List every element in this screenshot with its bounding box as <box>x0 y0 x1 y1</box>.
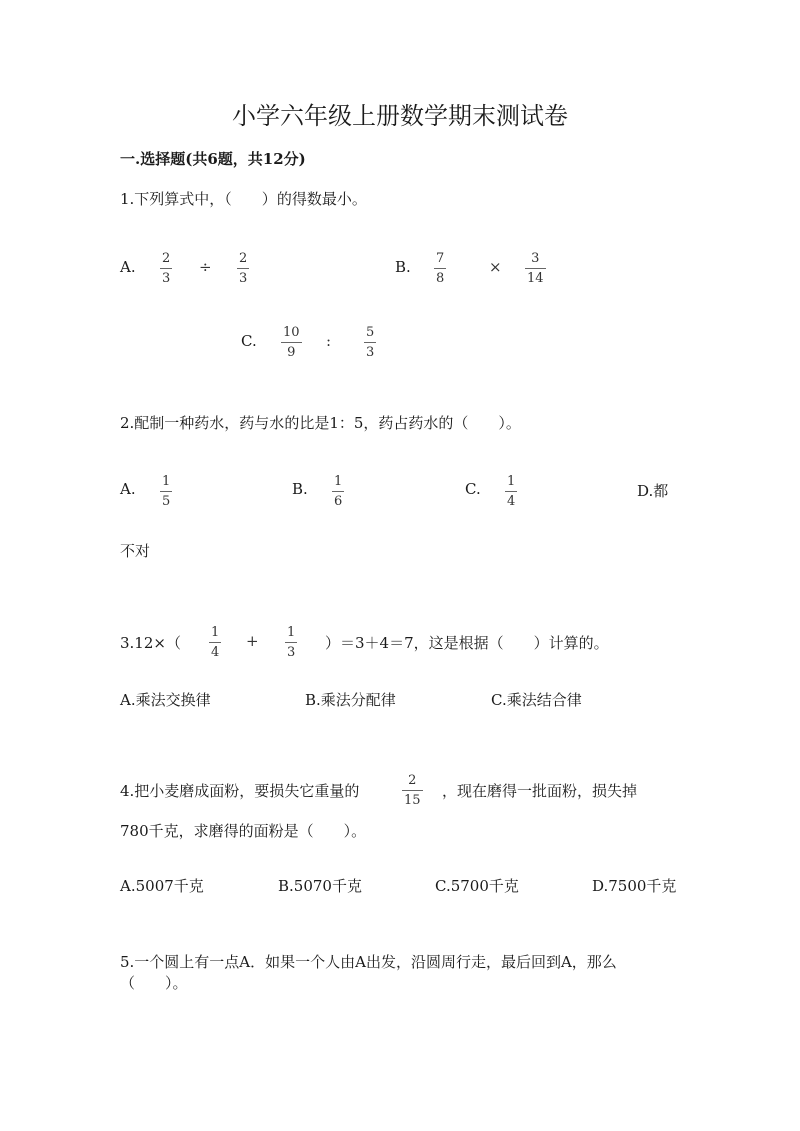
q3-option-b: B.乘法分配律 <box>305 691 396 709</box>
question-3-suffix: ）＝3＋4＝7，这是根据（ ）计算的。 <box>325 634 609 652</box>
q1-option-c-fraction-2 <box>364 326 376 359</box>
numerator: 1 <box>507 474 516 489</box>
q3-operator: + <box>246 632 259 650</box>
q2-option-a-label: A. <box>120 480 136 498</box>
question-5-line-2: （ ）。 <box>120 974 188 992</box>
denominator: 5 <box>162 494 171 509</box>
numerator: 2 <box>239 251 248 266</box>
q1-option-a-operator: ÷ <box>199 258 212 276</box>
q1-option-b-fraction-1 <box>434 252 446 285</box>
q1-option-a-label: A. <box>120 258 136 276</box>
q4-fraction <box>402 774 423 807</box>
q2-option-c-label: C. <box>465 480 481 498</box>
question-4-prefix: 4.把小麦磨成面粉，要损失它重量的 <box>120 782 360 800</box>
q1-option-c-fraction-1 <box>281 326 302 359</box>
numerator: 2 <box>408 773 417 788</box>
denominator: 9 <box>287 345 296 360</box>
page-title: 小学六年级上册数学期末测试卷 <box>232 102 568 130</box>
q3-option-a: A.乘法交换律 <box>120 691 211 709</box>
numerator: 1 <box>162 474 171 489</box>
q1-option-a-fraction-1 <box>160 252 172 285</box>
question-5-line-1: 5.一个圆上有一点A．如果一个人由A出发，沿圆周行走，最后回到A，那么 <box>120 953 617 971</box>
denominator: 15 <box>404 793 421 808</box>
denominator: 4 <box>507 494 516 509</box>
numerator: 1 <box>334 474 343 489</box>
q2-option-d-label: D.都 <box>637 482 669 500</box>
denominator: 8 <box>436 271 445 286</box>
q2-option-b-fraction <box>332 475 344 508</box>
q4-option-d: D.7500千克 <box>592 877 677 895</box>
denominator: 14 <box>527 271 544 286</box>
q2-option-b-label: B. <box>292 480 308 498</box>
q1-option-c-operator: : <box>326 332 332 350</box>
q1-option-b-label: B. <box>395 258 411 276</box>
denominator: 3 <box>287 645 296 660</box>
question-4-suffix: ，现在磨得一批面粉，损失掉 <box>442 782 638 800</box>
numerator: 1 <box>211 625 220 640</box>
numerator: 1 <box>287 625 296 640</box>
q2-option-c-fraction <box>505 475 517 508</box>
question-1-stem: 1.下列算式中，（ ）的得数最小。 <box>120 190 367 208</box>
numerator: 2 <box>162 251 171 266</box>
denominator: 6 <box>334 494 343 509</box>
section-heading: 一.选择题(共6题，共12分) <box>120 150 306 168</box>
q2-option-d-label-continued: 不对 <box>120 542 151 560</box>
q3-fraction-2 <box>285 626 297 659</box>
q1-option-b-fraction-2 <box>525 252 546 285</box>
denominator: 3 <box>366 345 375 360</box>
q4-option-a: A.5007千克 <box>120 877 204 895</box>
question-2-stem: 2.配制一种药水，药与水的比是1：5，药占药水的（ ）。 <box>120 414 521 432</box>
q1-option-c-label: C. <box>241 332 257 350</box>
numerator: 7 <box>436 251 445 266</box>
q1-option-a-fraction-2 <box>237 252 249 285</box>
question-4-line-2: 780千克，求磨得的面粉是（ ）。 <box>120 822 367 840</box>
numerator: 5 <box>366 325 375 340</box>
q1-option-b-operator: × <box>489 258 502 276</box>
q4-option-c: C.5700千克 <box>435 877 519 895</box>
numerator: 10 <box>283 325 300 340</box>
denominator: 3 <box>239 271 248 286</box>
question-3-prefix: 3.12×（ <box>120 634 181 652</box>
numerator: 3 <box>531 251 540 266</box>
q3-fraction-1 <box>209 626 221 659</box>
q3-option-c: C.乘法结合律 <box>491 691 582 709</box>
q2-option-a-fraction <box>160 475 172 508</box>
denominator: 4 <box>211 645 220 660</box>
q4-option-b: B.5070千克 <box>278 877 362 895</box>
denominator: 3 <box>162 271 171 286</box>
